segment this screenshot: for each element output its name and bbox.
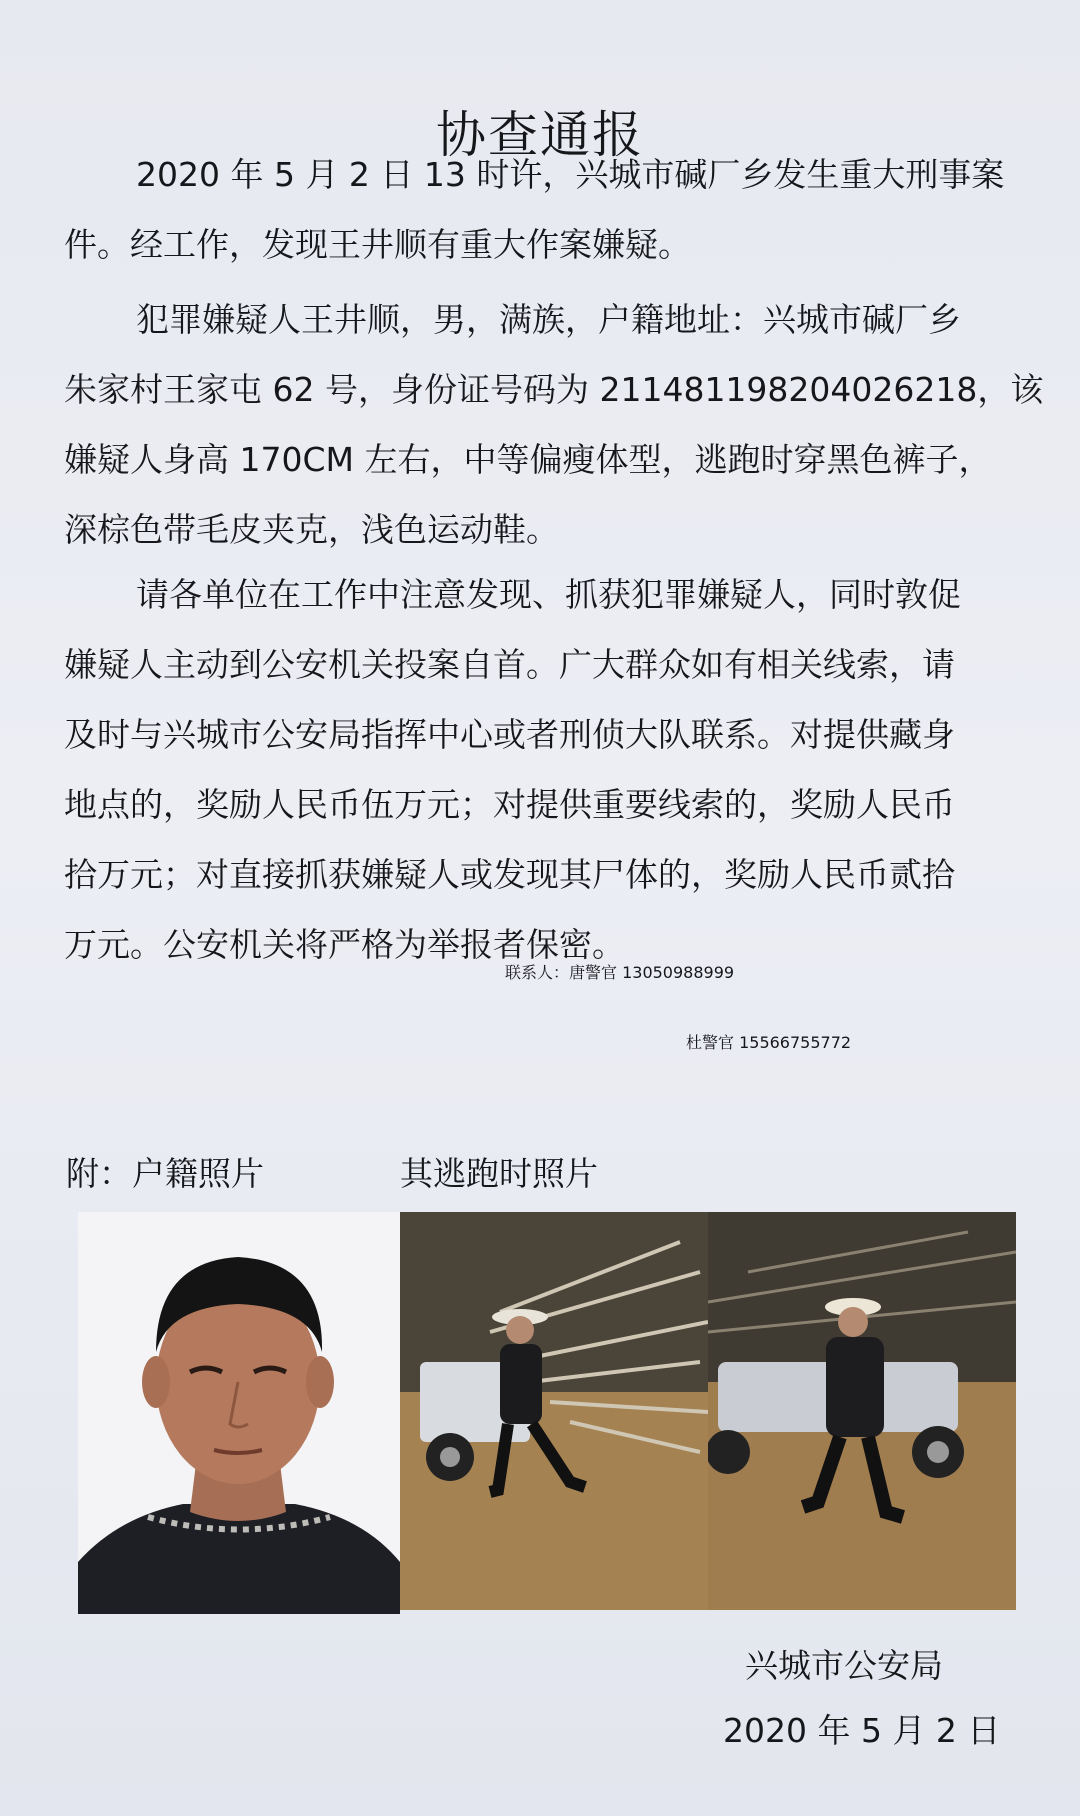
- escape-photo-2: [708, 1212, 1016, 1610]
- contact-tang: 联系人：唐警官 13050988999: [505, 963, 735, 982]
- contact-du: 杜警官 15566755772: [686, 1033, 852, 1052]
- paragraph-line: 犯罪嫌疑人王井顺，男，满族，户籍地址：兴城市碱厂乡: [136, 300, 961, 339]
- id-photo-portrait: [78, 1212, 400, 1614]
- paragraph-line: 2020 年 5 月 2 日 13 时许，兴城市碱厂乡发生重大刑事案: [136, 155, 1005, 194]
- paragraph-reward: [64, 560, 1044, 980]
- escape-photo-1: [400, 1212, 708, 1610]
- paragraph-line: 嫌疑人身高 170CM 左右，中等偏瘦体型，逃跑时穿黑色裤子，: [64, 440, 992, 479]
- paragraph-line: 及时与兴城市公安局指挥中心或者刑侦大队联系。对提供藏身: [64, 715, 955, 754]
- paragraph-incident: [64, 140, 1044, 280]
- paragraph-line: 件。经工作，发现王井顺有重大作案嫌疑。: [64, 225, 691, 264]
- paragraph-suspect: [64, 285, 1044, 565]
- paragraph-line: 朱家村王家屯 62 号，身份证号码为 211481198204026218，该: [64, 370, 1044, 409]
- paragraph-line: 请各单位在工作中注意发现、抓获犯罪嫌疑人，同时敦促: [136, 575, 961, 614]
- escape-photo-2-scene: [708, 1212, 1016, 1610]
- id-photo-label: 附：户籍照片: [66, 1154, 264, 1193]
- paragraph-line: 万元。公安机关将严格为举报者保密。: [64, 925, 625, 964]
- issue-date: 2020 年 5 月 2 日: [723, 1711, 1001, 1750]
- paragraph-line: 嫌疑人主动到公安机关投案自首。广大群众如有相关线索，请: [64, 645, 955, 684]
- escape-photo-label: 其逃跑时照片: [400, 1154, 598, 1193]
- notice-title: 协查通报: [436, 106, 644, 164]
- issuer: 兴城市公安局: [745, 1646, 943, 1685]
- paragraph-line: 地点的，奖励人民币伍万元；对提供重要线索的，奖励人民币: [64, 785, 955, 824]
- paragraph-line: 拾万元；对直接抓获嫌疑人或发现其尸体的，奖励人民币贰拾: [64, 855, 955, 894]
- id-photo: [78, 1212, 400, 1614]
- escape-photo-1-scene: [400, 1212, 708, 1610]
- paragraph-line: 深棕色带毛皮夹克，浅色运动鞋。: [64, 510, 559, 549]
